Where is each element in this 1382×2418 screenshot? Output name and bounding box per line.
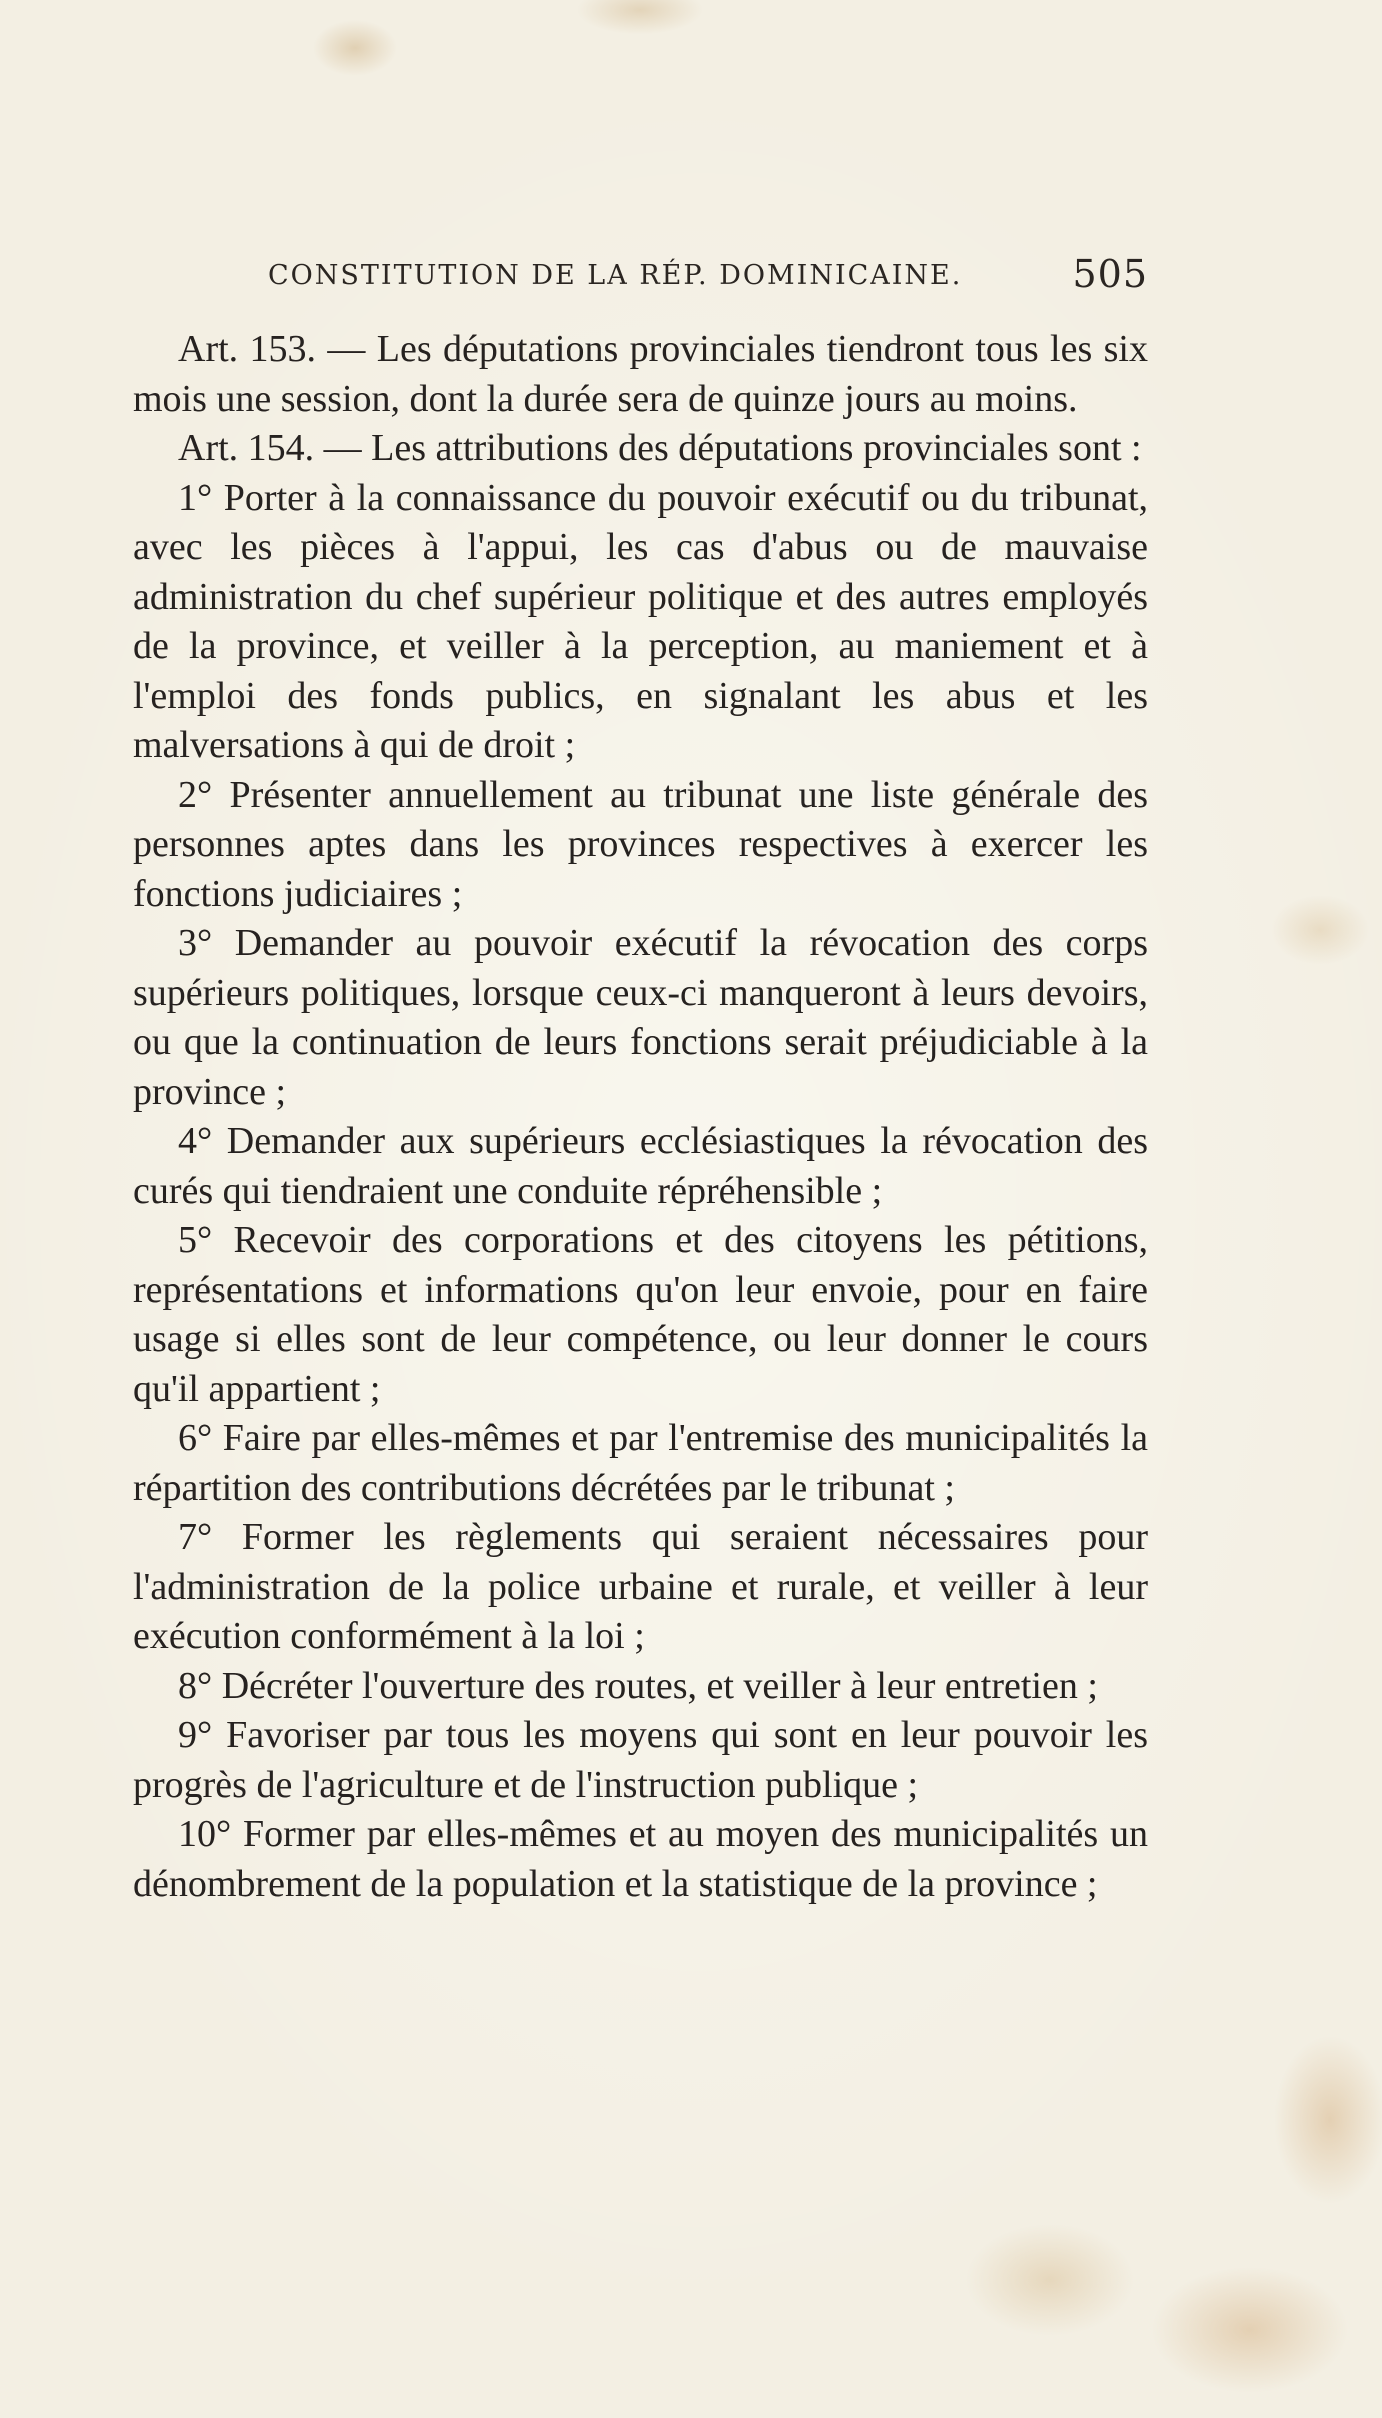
list-item-1: 1° Porter à la connaissance du pouvoir exécutif ou du tribunat, avec les pièces à l'appui, les cas d'abus ou de mauvaise administration du chef supérieur politique et des autres employés de la province, et veiller à la perception, au maniement et à l'emploi des fonds publics, en signalant les abus et les malversations à qui de droit ; [133,476,1148,766]
list-item-5: 5° Recevoir des corporations et des citoyens les pétitions, représentations et informations qu'on leur envoie, pour en faire usage si elles sont de leur compétence, ou leur donner le cours qu'il appartient ; [133,1219,1148,1410]
running-head-title: CONSTITUTION DE LA RÉP. DOMINICAINE. [268,260,963,291]
list-item-3: 3° Demander au pouvoir exécutif la révocation des corps supérieurs politiques, lorsque ceux-ci manqueront à leurs devoirs, ou que la continuation de leurs fonctions serait préjudiciable à la province ; [133,922,1148,1113]
list-item-7: 7° Former les règlements qui seraient nécessaires pour l'administration de la police urbaine et rurale, et veiller à leur exécution conformément à la loi ; [133,1516,1148,1657]
running-head [268,252,1148,296]
list-item-8: 8° Décréter l'ouverture des routes, et veiller à leur entretien ; [178,1664,1098,1707]
body-text [133,325,1148,1909]
list-item-2: 2° Présenter annuellement au tribunat une liste générale des personnes aptes dans les provinces respectives à exercer les fonctions judiciaires ; [133,773,1148,915]
list-item-6: 6° Faire par elles-mêmes et par l'entremise des municipalités la répartition des contributions décrétées par le tribunat ; [133,1417,1148,1509]
paragraph-art-153: Art. 153. — Les députations provinciales tiendront tous les six mois une session, dont la durée sera de quinze jours au moins. [133,328,1148,420]
page-number: 505 [1072,252,1148,296]
list-item-4: 4° Demander aux supérieurs ecclésiastiques la révocation des curés qui tiendraient une conduite répréhensible ; [133,1120,1148,1212]
paragraph-art-154: Art. 154. — Les attributions des députations provinciales sont : [178,427,1142,469]
list-item-9: 9° Favoriser par tous les moyens qui sont en leur pouvoir les progrès de l'agriculture et de l'instruction publique ; [133,1714,1148,1806]
list-item-10: 10° Former par elles-mêmes et au moyen des municipalités un dénombrement de la population et la statistique de la province ; [133,1813,1148,1905]
